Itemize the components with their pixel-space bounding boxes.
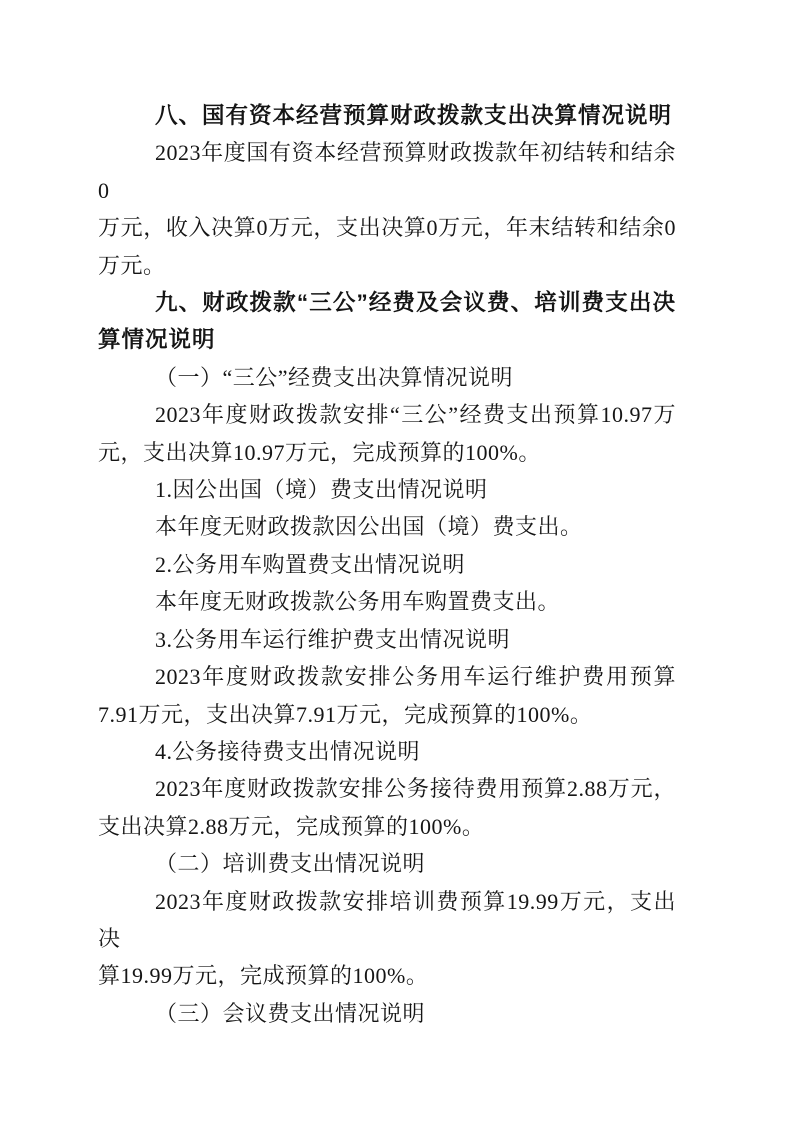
document-line: 八、国有资本经营预算财政拨款支出决算情况说明 (155, 103, 673, 128)
paragraph (98, 658, 676, 733)
document-line: 本年度无财政拨款公务用车购置费支出。 (155, 589, 561, 615)
paragraph (98, 621, 676, 658)
document-line: 2023年度国有资本经营预算财政拨款年初结转和结余0 (98, 140, 676, 203)
document-line: （二）培训费支出情况说明 (155, 851, 426, 877)
document-line: 本年度无财政拨款因公出国（境）费支出。 (155, 514, 583, 540)
document-line: 算情况说明 (98, 327, 216, 353)
document-line: 算19.99万元，完成预算的100%。 (98, 963, 429, 989)
document-line: 1.因公出国（境）费支出情况说明 (155, 477, 488, 503)
document-line: （一）“三公”经费支出决算情况说明 (155, 364, 514, 390)
document-line: 2023年度财政拨款安排培训费预算19.99万元，支出决 (98, 888, 676, 951)
section-heading (98, 284, 676, 359)
paragraph (98, 508, 676, 545)
document-line: 元，支出决算10.97万元，完成预算的100%。 (98, 439, 541, 465)
paragraph (98, 583, 676, 620)
document-line: 2023年度财政拨款安排公务用车运行维护费用预算 (155, 664, 676, 690)
document-line: 2.公务用车购置费支出情况说明 (155, 551, 466, 577)
document-line: 2023年度财政拨款安排“三公”经费支出预算10.97万 (155, 402, 676, 428)
paragraph (98, 396, 676, 471)
document-line: 3.公务用车运行维护费支出情况说明 (155, 626, 511, 652)
paragraph (98, 995, 676, 1032)
document-line: 4.公务接待费支出情况说明 (155, 738, 421, 764)
paragraph (98, 546, 676, 583)
document-line: 万元。 (98, 252, 166, 278)
document-line: （三）会议费支出情况说明 (155, 1000, 426, 1026)
document-line: 九、财政拨款“三公”经费及会议费、培训费支出决 (155, 290, 676, 316)
section-heading (98, 97, 676, 134)
paragraph (98, 845, 676, 882)
paragraph (98, 883, 676, 995)
paragraph (98, 359, 676, 396)
document-line: 万元，收入决算0万元，支出决算0万元，年末结转和结余0 (98, 215, 676, 241)
paragraph (98, 471, 676, 508)
document-line: 支出决算2.88万元，完成预算的100%。 (98, 813, 485, 839)
paragraph (98, 134, 676, 284)
paragraph (98, 733, 676, 770)
document-line: 7.91万元，支出决算7.91万元，完成预算的100%。 (98, 701, 593, 727)
document-line: 2023年度财政拨款安排公务接待费用预算2.88万元， (155, 776, 676, 802)
document-content (98, 97, 676, 1032)
paragraph (98, 770, 676, 845)
